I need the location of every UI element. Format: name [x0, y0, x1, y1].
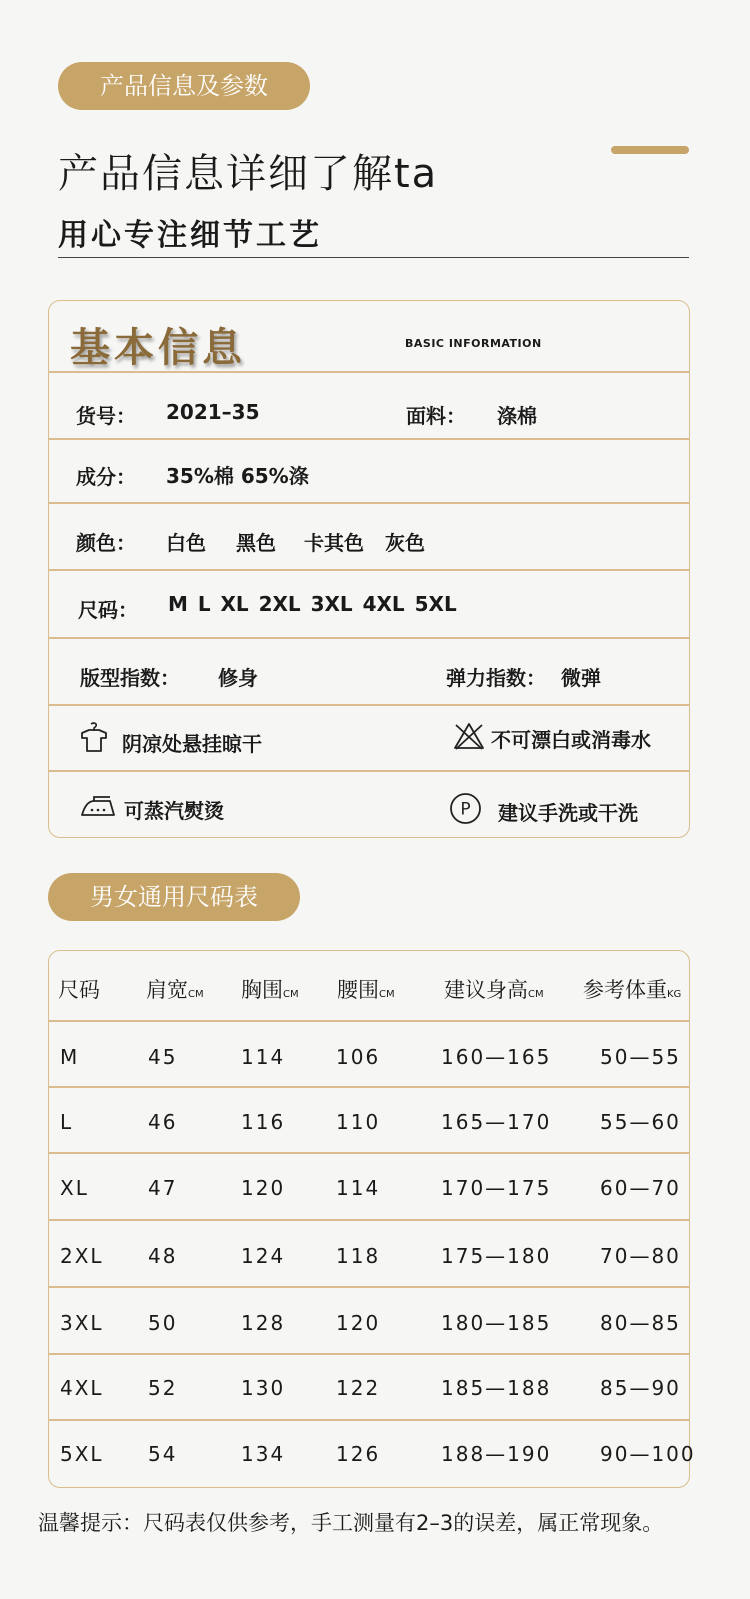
table-divider [48, 1152, 690, 1154]
section-pill-product-info: 产品信息及参数 [58, 62, 310, 110]
page-title: 产品信息详细了解ta [58, 151, 439, 197]
table-cell: 114 [336, 1176, 381, 1200]
table-row-size: 3XL [60, 1311, 104, 1335]
care-steam-iron: 可蒸汽熨烫 [124, 799, 224, 823]
table-cell: 85—90 [600, 1376, 681, 1400]
table-header: 建议身高CM [444, 978, 544, 1002]
table-cell: 188—190 [441, 1442, 552, 1466]
stretch-label: 弹力指数： [446, 666, 546, 690]
table-cell: 60—70 [600, 1176, 681, 1200]
table-cell: 90—100 [600, 1442, 696, 1466]
steam-iron-icon [78, 793, 116, 819]
info-divider [48, 637, 690, 639]
info-divider [48, 704, 690, 706]
sizes-value: M L XL 2XL 3XL 4XL 5XL [168, 592, 457, 616]
table-cell: 46 [148, 1110, 178, 1134]
info-divider [48, 438, 690, 440]
svg-text:P: P [460, 799, 471, 820]
table-cell: 110 [336, 1110, 381, 1134]
table-cell: 70—80 [600, 1244, 681, 1268]
table-cell: 126 [336, 1442, 381, 1466]
info-divider [48, 770, 690, 772]
table-header: 尺码 [58, 978, 100, 1002]
basic-info-title: 基本信息 [70, 325, 246, 371]
fit-value: 修身 [218, 666, 258, 690]
fit-label: 版型指数： [80, 666, 180, 690]
table-cell: 128 [241, 1311, 286, 1335]
table-row-size: XL [60, 1176, 89, 1200]
table-cell: 122 [336, 1376, 381, 1400]
table-row-size: 4XL [60, 1376, 104, 1400]
table-cell: 170—175 [441, 1176, 552, 1200]
stretch-value: 微弹 [561, 666, 601, 690]
table-divider [48, 1020, 690, 1022]
color-khaki: 卡其色 [304, 531, 364, 555]
table-cell: 185—188 [441, 1376, 552, 1400]
composition-value: 35%棉 65%涤 [166, 464, 309, 488]
table-header: 腰围CM [337, 978, 395, 1002]
basic-info-subtitle: BASIC INFORMATION [405, 337, 542, 350]
info-divider [48, 569, 690, 571]
table-header: 肩宽CM [146, 978, 204, 1002]
table-cell: 52 [148, 1376, 178, 1400]
table-cell: 134 [241, 1442, 286, 1466]
table-divider [48, 1419, 690, 1421]
color-white: 白色 [166, 531, 206, 555]
table-cell: 106 [336, 1045, 381, 1069]
table-divider [48, 1286, 690, 1288]
table-row-size: M [60, 1045, 80, 1069]
section-pill-size-chart: 男女通用尺码表 [48, 873, 300, 921]
table-divider [48, 1353, 690, 1355]
table-cell: 124 [241, 1244, 286, 1268]
table-row-size: 2XL [60, 1244, 104, 1268]
accent-bar [611, 146, 689, 154]
table-row-size: L [60, 1110, 74, 1134]
table-header: 参考体重KG [583, 978, 682, 1002]
table-cell: 50—55 [600, 1045, 681, 1069]
table-cell: 130 [241, 1376, 286, 1400]
table-divider [48, 1086, 690, 1088]
size-label: 尺码： [78, 598, 138, 622]
table-cell: 48 [148, 1244, 178, 1268]
info-divider [48, 502, 690, 504]
table-cell: 175—180 [441, 1244, 552, 1268]
table-cell: 55—60 [600, 1110, 681, 1134]
info-divider [48, 371, 690, 373]
table-divider [48, 1219, 690, 1221]
fabric-label: 面料： [406, 404, 466, 428]
table-cell: 47 [148, 1176, 178, 1200]
table-cell: 116 [241, 1110, 286, 1134]
care-hang-dry: 阴凉处悬挂晾干 [122, 732, 262, 756]
table-cell: 114 [241, 1045, 286, 1069]
table-header: 胸围CM [241, 978, 299, 1002]
care-dry-clean: 建议手洗或干洗 [498, 801, 638, 825]
color-gray: 灰色 [385, 531, 425, 555]
item-no-label: 货号： [76, 404, 136, 428]
table-cell: 180—185 [441, 1311, 552, 1335]
composition-label: 成分： [76, 465, 136, 489]
table-cell: 54 [148, 1442, 178, 1466]
page-subtitle: 用心专注细节工艺 [58, 218, 322, 253]
table-cell: 120 [336, 1311, 381, 1335]
hang-dry-icon [78, 721, 110, 753]
item-no-value: 2021–35 [166, 400, 260, 424]
table-cell: 120 [241, 1176, 286, 1200]
footer-note: 温馨提示：尺码表仅供参考，手工测量有2–3的误差，属正常现象。 [38, 1511, 664, 1535]
no-bleach-icon [452, 721, 486, 751]
fabric-value: 涤棉 [497, 404, 537, 428]
table-cell: 118 [336, 1244, 381, 1268]
table-row-size: 5XL [60, 1442, 104, 1466]
table-cell: 80—85 [600, 1311, 681, 1335]
colors-label: 颜色： [76, 531, 136, 555]
table-cell: 50 [148, 1311, 178, 1335]
table-cell: 45 [148, 1045, 178, 1069]
care-no-bleach: 不可漂白或消毒水 [491, 728, 651, 752]
header-divider [58, 257, 689, 258]
table-cell: 160—165 [441, 1045, 552, 1069]
color-black: 黑色 [236, 531, 276, 555]
table-cell: 165—170 [441, 1110, 552, 1134]
dry-clean-icon [449, 792, 482, 825]
